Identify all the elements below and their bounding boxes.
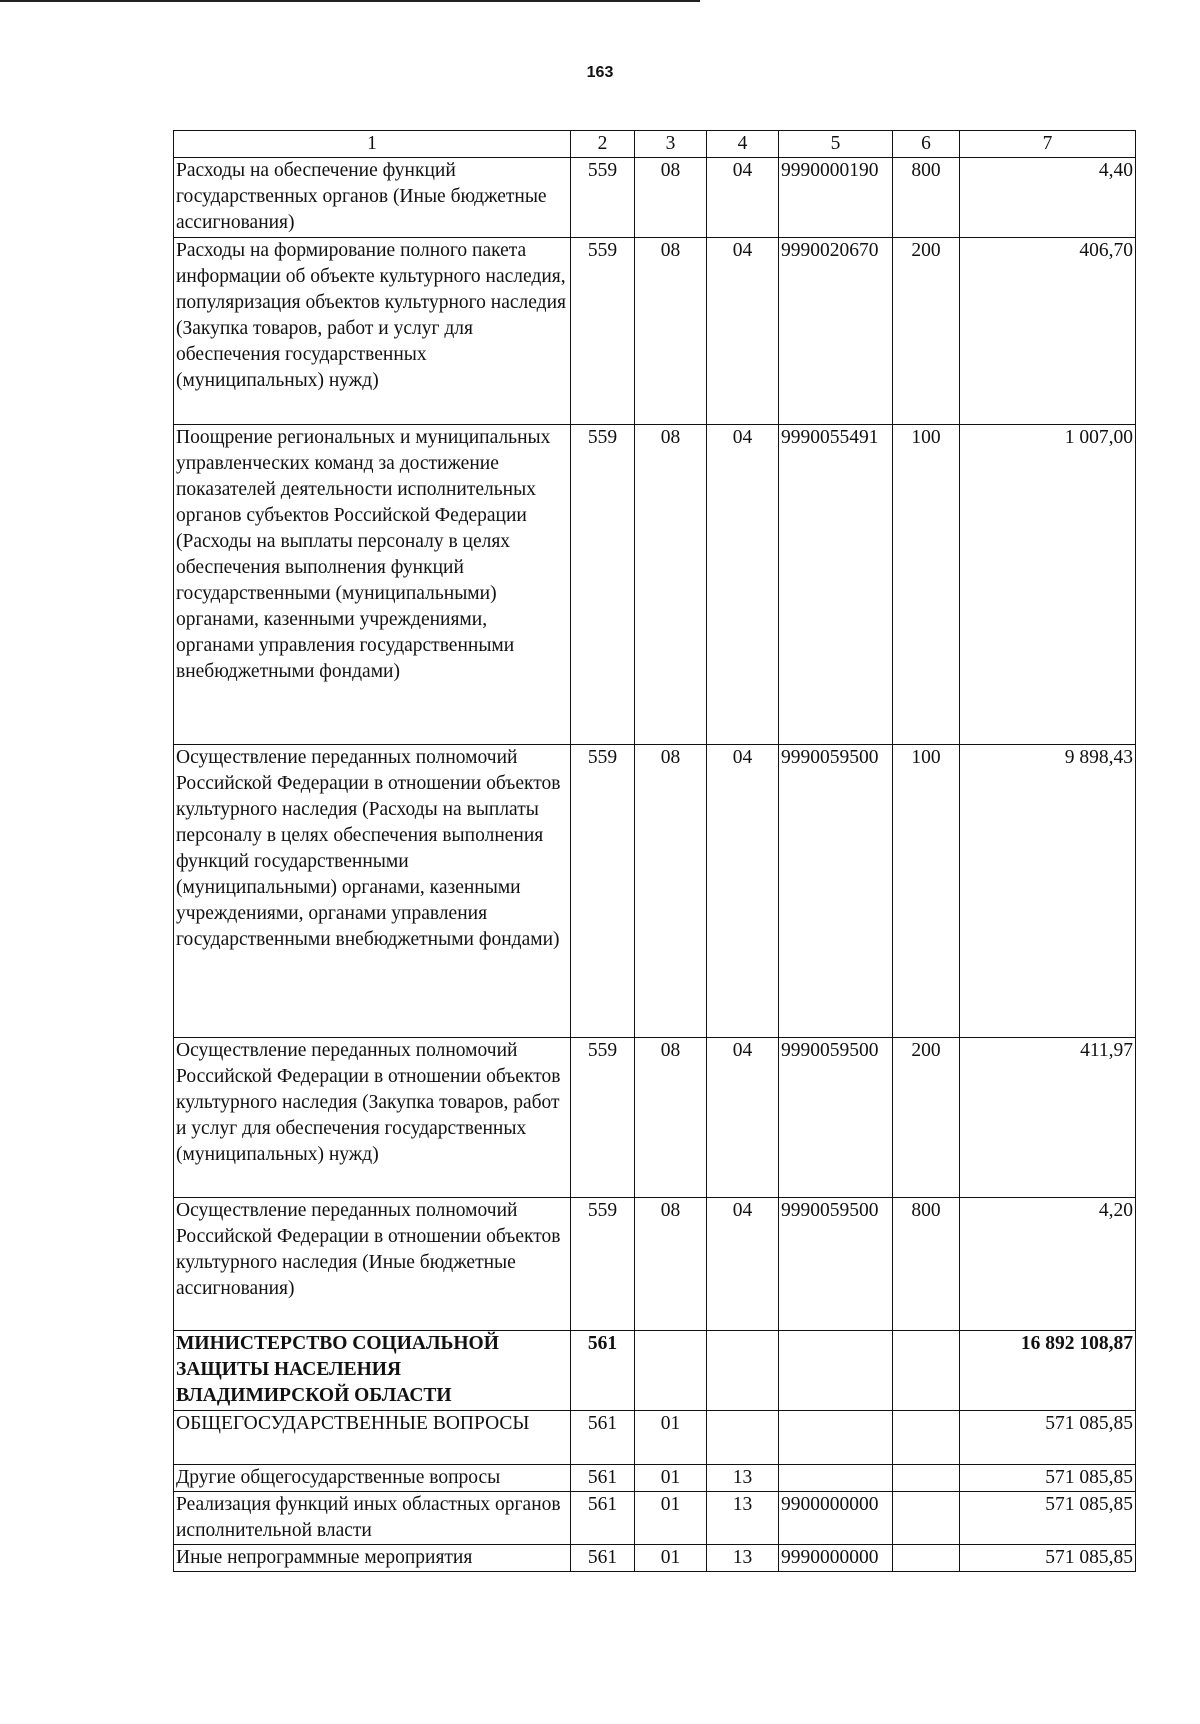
ministry-code: 561 bbox=[571, 1545, 635, 1572]
amount: 16 892 108,87 bbox=[960, 1331, 1136, 1411]
target-article-code bbox=[779, 1411, 893, 1465]
section-code: 08 bbox=[635, 425, 707, 745]
section-code: 08 bbox=[635, 158, 707, 238]
table-row bbox=[174, 425, 1136, 745]
amount: 4,20 bbox=[960, 1198, 1136, 1331]
subsection-code: 13 bbox=[707, 1492, 779, 1545]
expense-name: Другие общегосударственные вопросы bbox=[174, 1465, 571, 1492]
ministry-code: 561 bbox=[571, 1465, 635, 1492]
expense-name: МИНИСТЕРСТВО СОЦИАЛЬНОЙ ЗАЩИТЫ НАСЕЛЕНИЯ ВЛАДИМИРСКОЙ ОБЛАСТИ bbox=[174, 1331, 571, 1411]
subsection-code: 04 bbox=[707, 158, 779, 238]
target-article-code: 9990000000 bbox=[779, 1545, 893, 1572]
section-code: 01 bbox=[635, 1545, 707, 1572]
ministry-code: 559 bbox=[571, 425, 635, 745]
expense-type-code: 200 bbox=[893, 1038, 960, 1198]
expense-type-code: 800 bbox=[893, 158, 960, 238]
table-row bbox=[174, 745, 1136, 1038]
header-row bbox=[174, 131, 1136, 158]
amount: 1 007,00 bbox=[960, 425, 1136, 745]
target-article-code: 9990055491 bbox=[779, 425, 893, 745]
target-article-code bbox=[779, 1465, 893, 1492]
ministry-code: 559 bbox=[571, 745, 635, 1038]
top-rule bbox=[0, 0, 700, 2]
subsection-code: 04 bbox=[707, 1038, 779, 1198]
ministry-code: 559 bbox=[571, 238, 635, 425]
expense-name: Иные непрограммные мероприятия bbox=[174, 1545, 571, 1572]
expense-name: Осуществление переданных полномочий Российской Федерации в отношении объектов культурного наследия (Расходы на выплаты персоналу в целях обеспечения выполнения функций государственными (муниципальными) органами, казенными учреждениями, органами управления государственными внебюджетными фондами) bbox=[174, 745, 571, 1038]
ministry-code: 559 bbox=[571, 1198, 635, 1331]
target-article-code: 9990020670 bbox=[779, 238, 893, 425]
expense-type-code: 800 bbox=[893, 1198, 960, 1331]
subsection-code bbox=[707, 1411, 779, 1465]
expense-name: Поощрение региональных и муниципальных управленческих команд за достижение показателей деятельности исполнительных органов субъектов Российской Федерации (Расходы на выплаты персоналу в целях обеспечения выполнения функций государственными (муниципальными) органами, казенными учреждениями, органами управления государственными внебюджетными фондами) bbox=[174, 425, 571, 745]
target-article-code: 9990059500 bbox=[779, 745, 893, 1038]
ministry-code: 559 bbox=[571, 158, 635, 238]
table-row bbox=[174, 1465, 1136, 1492]
section-code: 08 bbox=[635, 238, 707, 425]
column-header: 5 bbox=[779, 131, 893, 158]
table-row-ministry bbox=[174, 1331, 1136, 1411]
budget-table bbox=[173, 130, 1136, 1572]
table-row bbox=[174, 1198, 1136, 1331]
section-code bbox=[635, 1331, 707, 1411]
column-header: 1 bbox=[174, 131, 571, 158]
amount: 571 085,85 bbox=[960, 1411, 1136, 1465]
amount: 571 085,85 bbox=[960, 1465, 1136, 1492]
target-article-code bbox=[779, 1331, 893, 1411]
expense-type-code bbox=[893, 1411, 960, 1465]
subsection-code: 04 bbox=[707, 745, 779, 1038]
subsection-code: 13 bbox=[707, 1545, 779, 1572]
table-row bbox=[174, 238, 1136, 425]
ministry-code: 561 bbox=[571, 1411, 635, 1465]
expense-type-code bbox=[893, 1331, 960, 1411]
expense-type-code: 100 bbox=[893, 425, 960, 745]
section-code: 01 bbox=[635, 1411, 707, 1465]
expense-name: Реализация функций иных областных органов исполнительной власти bbox=[174, 1492, 571, 1545]
expense-name: Расходы на обеспечение функций государственных органов (Иные бюджетные ассигнования) bbox=[174, 158, 571, 238]
section-code: 08 bbox=[635, 1038, 707, 1198]
amount: 9 898,43 bbox=[960, 745, 1136, 1038]
subsection-code: 04 bbox=[707, 238, 779, 425]
column-header: 6 bbox=[893, 131, 960, 158]
ministry-code: 559 bbox=[571, 1038, 635, 1198]
expense-type-code bbox=[893, 1465, 960, 1492]
expense-type-code: 200 bbox=[893, 238, 960, 425]
table-row bbox=[174, 1545, 1136, 1572]
ministry-code: 561 bbox=[571, 1331, 635, 1411]
section-code: 08 bbox=[635, 1198, 707, 1331]
amount: 571 085,85 bbox=[960, 1492, 1136, 1545]
amount: 4,40 bbox=[960, 158, 1136, 238]
section-code: 01 bbox=[635, 1465, 707, 1492]
column-header: 2 bbox=[571, 131, 635, 158]
table-row bbox=[174, 1492, 1136, 1545]
table-row bbox=[174, 1411, 1136, 1465]
amount: 571 085,85 bbox=[960, 1545, 1136, 1572]
target-article-code: 9990059500 bbox=[779, 1038, 893, 1198]
subsection-code: 13 bbox=[707, 1465, 779, 1492]
table-row bbox=[174, 1038, 1136, 1198]
column-header: 4 bbox=[707, 131, 779, 158]
expense-name: ОБЩЕГОСУДАРСТВЕННЫЕ ВОПРОСЫ bbox=[174, 1411, 571, 1465]
column-header: 7 bbox=[960, 131, 1136, 158]
target-article-code: 9990059500 bbox=[779, 1198, 893, 1331]
amount: 411,97 bbox=[960, 1038, 1136, 1198]
subsection-code bbox=[707, 1331, 779, 1411]
expense-name: Осуществление переданных полномочий Российской Федерации в отношении объектов культурного наследия (Закупка товаров, работ и услуг для обеспечения государственных (муниципальных) нужд) bbox=[174, 1038, 571, 1198]
section-code: 01 bbox=[635, 1492, 707, 1545]
table-row bbox=[174, 158, 1136, 238]
subsection-code: 04 bbox=[707, 425, 779, 745]
expense-name: Осуществление переданных полномочий Российской Федерации в отношении объектов культурного наследия (Иные бюджетные ассигнования) bbox=[174, 1198, 571, 1331]
expense-type-code bbox=[893, 1545, 960, 1572]
target-article-code: 9990000190 bbox=[779, 158, 893, 238]
ministry-code: 561 bbox=[571, 1492, 635, 1545]
target-article-code: 9900000000 bbox=[779, 1492, 893, 1545]
page-number: 163 bbox=[586, 64, 614, 81]
expense-type-code: 100 bbox=[893, 745, 960, 1038]
amount: 406,70 bbox=[960, 238, 1136, 425]
expense-type-code bbox=[893, 1492, 960, 1545]
column-header: 3 bbox=[635, 131, 707, 158]
section-code: 08 bbox=[635, 745, 707, 1038]
subsection-code: 04 bbox=[707, 1198, 779, 1331]
expense-name: Расходы на формирование полного пакета информации об объекте культурного наследия, популяризация объектов культурного наследия (Закупка товаров, работ и услуг для обеспечения государственных (муниципальных) нужд) bbox=[174, 238, 571, 425]
